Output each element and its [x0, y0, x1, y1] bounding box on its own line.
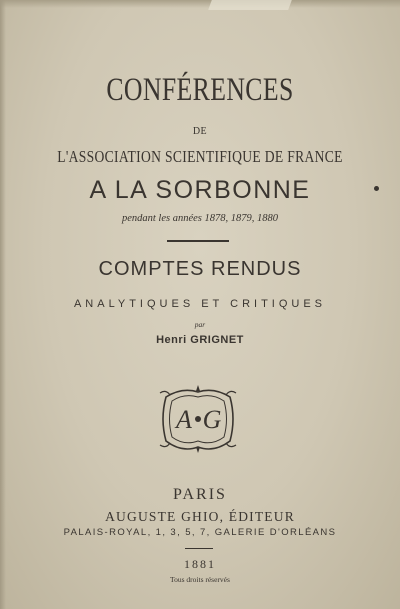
monogram-letter-a: A	[176, 405, 192, 434]
subtitle-main: COMPTES RENDUS	[98, 258, 302, 280]
title-de: DE	[192, 126, 208, 137]
subtitle-par: par	[194, 320, 206, 329]
page-edge-shadow	[0, 0, 400, 8]
ink-dot	[374, 186, 379, 191]
main-title: CONFÉRENCES	[106, 72, 294, 108]
publisher-seal-icon	[156, 383, 240, 455]
author-name: Henri GRIGNET	[156, 334, 244, 346]
publisher-name: AUGUSTE GHIO, ÉDITEUR	[105, 509, 295, 524]
rights-notice: Tous droits réservés	[170, 575, 230, 584]
sorbonne-line: A LA SORBONNE	[89, 176, 311, 204]
torn-corner	[208, 0, 292, 10]
publisher-city: PARIS	[173, 486, 227, 503]
period-line: pendant les années 1878, 1879, 1880	[121, 213, 279, 224]
association-line: L'ASSOCIATION SCIENTIFIQUE DE FRANCE	[57, 147, 343, 166]
publisher-address: PALAIS-ROYAL, 1, 3, 5, 7, GALERIE D'ORLÉANS	[63, 527, 337, 538]
divider-rule	[167, 240, 229, 242]
divider-rule-small	[185, 548, 213, 549]
subtitle-sub: ANALYTIQUES ET CRITIQUES	[73, 298, 327, 310]
monogram-letter-g: G	[202, 405, 222, 434]
publication-year: 1881	[184, 557, 216, 571]
